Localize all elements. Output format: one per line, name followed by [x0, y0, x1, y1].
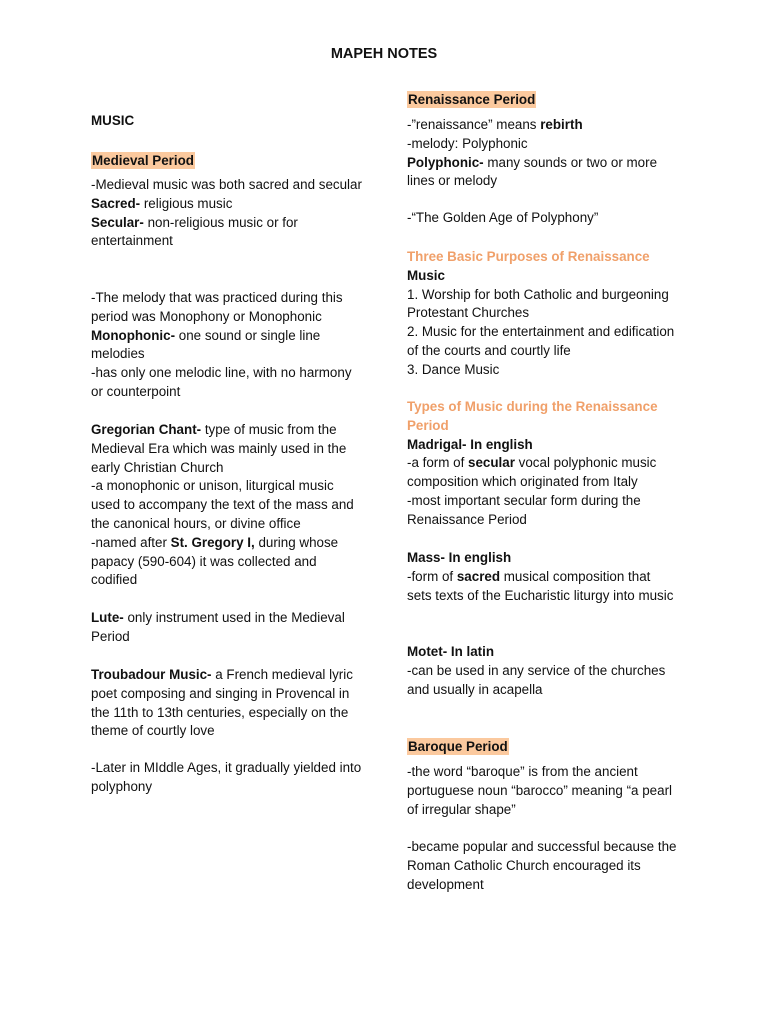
later-note: -Later in MIddle Ages, it gradually yielded into polyphony [91, 760, 362, 794]
purpose-2: 2. Music for the entertainment and edification of the courts and courtly life [407, 324, 675, 358]
secular-def: non-religious music or for entertainment [91, 214, 298, 249]
renaissance-meaning-a: -”renaissance” means [407, 117, 541, 132]
music-label: MUSIC [91, 113, 135, 128]
medieval-heading-text: Medieval Period [92, 153, 194, 168]
madrigal-term: Madrigal- In english [407, 436, 533, 452]
secular-term: Secular- [91, 214, 144, 230]
monophony-note: -has only one melodic line, with no harmony or counterpoint [91, 365, 352, 399]
music-heading [91, 112, 363, 131]
golden-age [407, 209, 677, 228]
monophonic-definition [91, 327, 363, 365]
troubadour-definition [91, 666, 363, 741]
later-section [91, 759, 363, 797]
motet-section [407, 643, 677, 699]
renaissance-melody: -melody: Polyphonic [407, 135, 528, 151]
renaissance-section [407, 116, 677, 191]
mass-note-c: musical composition that sets texts of the Eucharistic liturgy into music [407, 568, 674, 603]
troubadour-term: Troubadour Music- [91, 667, 212, 682]
sacred-def: religious music [140, 195, 233, 211]
rebirth: rebirth [540, 117, 583, 132]
baroque-note-1: -the word “baroque” is from the ancient portuguese noun “barocco” meaning “a pearl of irregular shape” [407, 764, 673, 817]
gregorian-term: Gregorian Chant- [91, 422, 202, 437]
madrigal-note-2: -most important secular form during the Renaissance Period [407, 492, 641, 527]
types-heading: Types of Music during the Renaissance Period [407, 399, 658, 433]
gregorian-definition [91, 421, 363, 477]
polyphonic-def: many sounds or two or more lines or melody [407, 154, 658, 189]
monophonic-def: one sound or single line melodies [91, 327, 321, 362]
polyphonic-definition [407, 154, 677, 192]
secular-word: secular [468, 455, 515, 471]
sacred-definition [91, 195, 363, 214]
purposes-heading: Three Basic Purposes of Renaissance [407, 249, 650, 264]
lute-definition [91, 609, 363, 647]
types-section [407, 398, 677, 530]
sacred-word: sacred [456, 568, 501, 584]
mass-note-a: -form of [407, 568, 457, 584]
motet-term: Motet- In latin [407, 644, 495, 659]
troubadour-section [91, 666, 363, 741]
mass-section [407, 549, 677, 605]
page-title: MAPEH NOTES [330, 46, 438, 62]
renaissance-heading-text: Renaissance Period [408, 92, 536, 107]
lute-def: only instrument used in the Medieval Period [91, 610, 345, 644]
st-gregory: St. Gregory I, [170, 534, 255, 550]
gregorian-note-2c: during whose papacy (590-604) it was collected and codified [91, 534, 339, 588]
baroque-section [407, 763, 677, 819]
renaissance-meaning [407, 116, 677, 135]
madrigal-note-1c: vocal polyphonic music composition which originated from Italy [407, 455, 657, 490]
renaissance-heading [407, 91, 677, 110]
purpose-1: 1. Worship for both Catholic and burgeoning Protestant Churches [407, 286, 669, 321]
purposes-subheading: Music [407, 267, 445, 283]
baroque-section-2 [407, 838, 677, 894]
baroque-heading [407, 738, 677, 757]
gregorian-section [91, 421, 363, 590]
medieval-intro: -Medieval music was both sacred and secular [91, 177, 362, 192]
polyphonic-term: Polyphonic- [407, 154, 484, 170]
mass-note [407, 568, 677, 606]
lute-section [91, 609, 363, 647]
baroque-note-2: -became popular and successful because the Roman Catholic Church encouraged its development [407, 839, 677, 892]
gregorian-note-2 [91, 534, 363, 590]
madrigal-note-1a: -a form of [407, 455, 469, 471]
madrigal-note-1 [407, 454, 677, 492]
motet-note: -can be used in any service of the churches and usually in acapella [407, 662, 666, 697]
medieval-heading [91, 152, 363, 171]
troubadour-def: a French medieval lyric poet composing and singing in Provencal in the 11th to 13th centuries, especially on the theme of courtly love [91, 667, 353, 739]
sacred-term: Sacred- [91, 195, 141, 211]
baroque-heading-text: Baroque Period [408, 739, 508, 754]
secular-definition [91, 214, 363, 252]
monophony-intro: -The melody that was practiced during this period was Monophony or Monophonic [91, 290, 343, 324]
purpose-3: 3. Dance Music [407, 361, 500, 377]
gregorian-note-1: -a monophonic or unison, liturgical music used to accompany the text of the mass and the canonical hours, or divine office [91, 478, 354, 531]
lute-term: Lute- [91, 610, 124, 625]
golden-age-text: -“The Golden Age of Polyphony” [407, 210, 599, 225]
monophonic-term: Monophonic- [91, 327, 176, 343]
medieval-section [91, 176, 363, 251]
gregorian-def: type of music from the Medieval Era which was mainly used in the early Christian Church [91, 422, 347, 475]
monophony-section [91, 289, 363, 402]
purposes-section [407, 248, 677, 380]
mass-term: Mass- In english [407, 550, 512, 565]
gregorian-note-2a: -named after [91, 534, 171, 550]
